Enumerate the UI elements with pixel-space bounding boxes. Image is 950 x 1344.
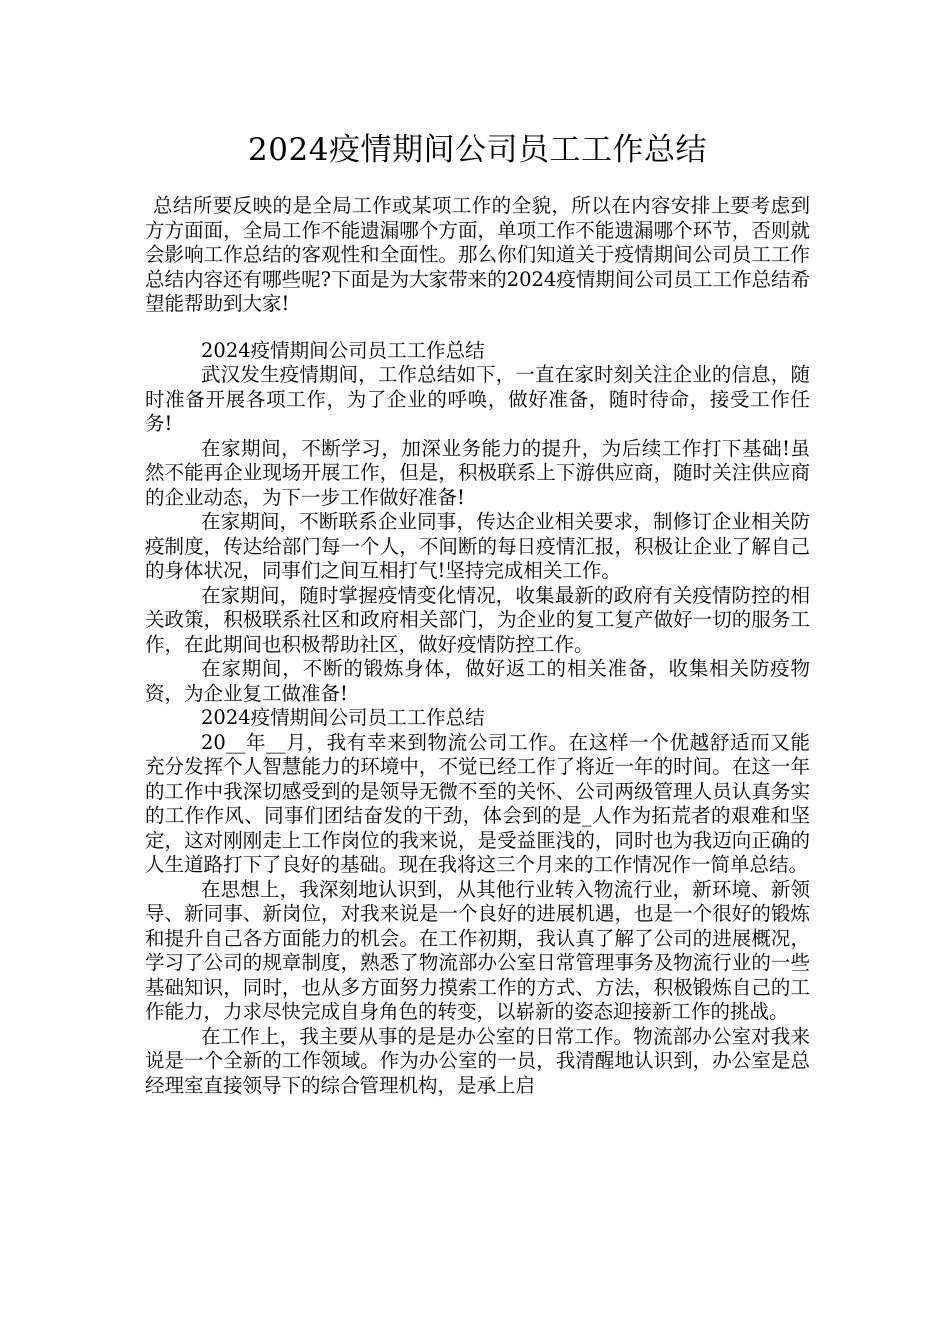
body-paragraph: 武汉发生疫情期间，工作总结如下，一直在家时刻关注企业的信息，随时准备开展各项工作，为了企业的呼唤，做好准备，随时待命，接受工作任务!: [145, 363, 810, 435]
body-paragraph: 在家期间，不断学习，加深业务能力的提升，为后续工作打下基础!虽然不能再企业现场开展工作，但是，积极联系上下游供应商，随时关注供应商的企业动态，为下一步工作做好准备!: [145, 436, 810, 509]
intro-paragraph: 总结所要反映的是全局工作或某项工作的全貌，所以在内容安排上要考虑到方方面面，全局工作不能遗漏哪个方面，单项工作不能遗漏哪个环节，否则就会影响工作总结的客观性和全面性。那么你们知道关于疫情期间公司员工工作总结内容还有哪些呢?下面是为大家带来的2024疫情期间公司员工工作总结希望能帮助到大家!: [145, 194, 810, 315]
body-paragraph: 在家期间，不断的锻炼身体，做好返工的相关准备，收集相关防疫物资，为企业复工做准备!: [145, 657, 810, 705]
body-paragraph: 在家期间，不断联系企业同事，传达企业相关要求，制修订企业相关防疫制度，传达给部门每一个人，不间断的每日疫情汇报，积极让企业了解自己的身体状况，同事们之间互相打气!坚持完成相关工作。: [145, 510, 810, 582]
body-paragraph: 在家期间，随时掌握疫情变化情况，收集最新的政府有关疫情防控的相关政策，积极联系社区和政府相关部门，为企业的复工复产做好一切的服务工作，在此期间也积极帮助社区，做好疫情防控工作。: [145, 583, 810, 656]
body-paragraph: 20__年__月，我有幸来到物流公司工作。在这样一个优越舒适而又能充分发挥个人智慧能力的环境中，不觉已经工作了将近一年的时间。在这一年的工作中我深切感受到的是领导无微不至的关怀、公司两级管理人员认真务实的工作作风、同事们团结奋发的干劲，体会到的是_人作为拓荒者的艰难和坚定，这对刚刚走上工作岗位的我来说，是受益匪浅的，同时也为我迈向正确的人生道路打下了良好的基础。现在我将这三个月来的工作情况作一简单总结。: [145, 730, 810, 876]
document-page: [145, 0, 810, 1098]
section-heading: 2024疫情期间公司员工工作总结: [201, 338, 485, 362]
section-heading: 2024疫情期间公司员工工作总结: [201, 706, 485, 729]
body-paragraph: 在工作上，我主要从事的是是办公室的日常工作。物流部办公室对我来说是一个全新的工作领域。作为办公室的一员，我清醒地认识到，办公室是总经理室直接领导下的综合管理机构，是承上启: [145, 1024, 810, 1097]
body-paragraph: 在思想上，我深刻地认识到，从其他行业转入物流行业，新环境、新领导、新同事、新岗位，对我来说是一个良好的进展机遇，也是一个很好的锻炼和提升自己各方面能力的机会。在工作初期，我认真了解了公司的进展概况，学习了公司的规章制度，熟悉了物流部办公室日常管理事务及物流行业的一些基础知识，同时，也从多方面努力摸索工作的方式、方法，积极锻炼自己的工作能力，力求尽快完成自身角色的转变，以崭新的姿态迎接新工作的挑战。: [145, 877, 810, 1023]
document-body: [145, 339, 810, 1099]
document-title: 2024疫情期间公司员工工作总结: [248, 132, 707, 168]
